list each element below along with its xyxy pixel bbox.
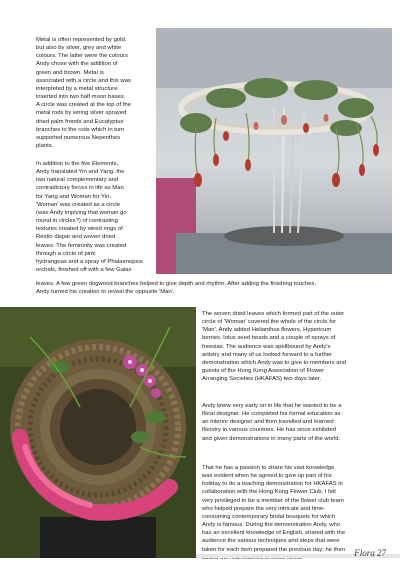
metal-arrangement-photo <box>156 28 392 274</box>
paragraph-yin-yang: In addition to the five Elements, Andy translated Yin and Yang, the two natural complementary and contradictory forces in life as Man for Yang and Woman for Yin. 'Woman' was created as a circle (was Andy implying that woman go round in circles?) of contrasting textures created by wired rings of Restio dispar and woven dried leaves. The femininity was created through a circle of pink hydrangeas and a spray of Phalaenopsis orchids, finished off with a few Galax <box>36 161 143 274</box>
paragraph-dogwood-finish: leaves. A few green dogwood branches helped to give depth and rhythm. After adding the finishing touches, Andy turned his creation to reveal the opposite 'Man'. <box>36 281 316 296</box>
woman-circle-illustration <box>0 307 196 558</box>
metal-arrangement-illustration <box>156 28 392 274</box>
paragraph-teaching-demonstration: That he has a passion to share his vast knowledge was evident when he agreed to give up part of his holiday to do a teaching demonstration for HKAFAS in collaboration with the Hong Kong Flower Club. I felt very privileged to be a member of the flower club team who helped prepare the very intricate and time- consuming contemporary bridal bouquets for which Andy is famous. During the demonstration Andy, who has an excellent knowledge of English, shared with the audience the various techniques and steps that were taken for each item prepared the previous day; he then <box>202 465 346 553</box>
paragraph-andy-background: Andy knew very early on in life that he wanted to be a floral designer. He completed his formal education as an interior designer and then travelled and learned floristry in various countries. He has since exhibited and given demonstrations in many parts of the world. <box>202 403 342 442</box>
woman-circle-arrangement-photo <box>0 307 196 558</box>
paragraph-metal-element: Metal is often represented by gold, but also by silver, grey and white colours. The latter were the colours Andy chose with the addition of green and brown. Metal is associated with a circle and this was interpreted by a metal structure inserted into two half moon bases. A circle was created at the top of the metal rods by wiring silver sprayed dried palm fronds and Eucalyptus branches to the rods which in turn supported numerous Nepenthes plants. <box>36 37 131 150</box>
page-footer: Flora 27 <box>354 548 386 558</box>
paragraph-man-circle: The woven dried leaves which formed part of the outer circle of 'Woman' covered the whole of the circle for 'Man'. Andy added Helianthus flowers, Hypericum berries, lotus seed heads and a couple of sprays of freesias. The audience was spellbound by Andy's artistry and many of us looked forward to a further demonstration which Andy was to give to members and guests of the Hong Kong Association of Flower Arranging Societies (HKAFAS) two days later. <box>202 311 347 383</box>
